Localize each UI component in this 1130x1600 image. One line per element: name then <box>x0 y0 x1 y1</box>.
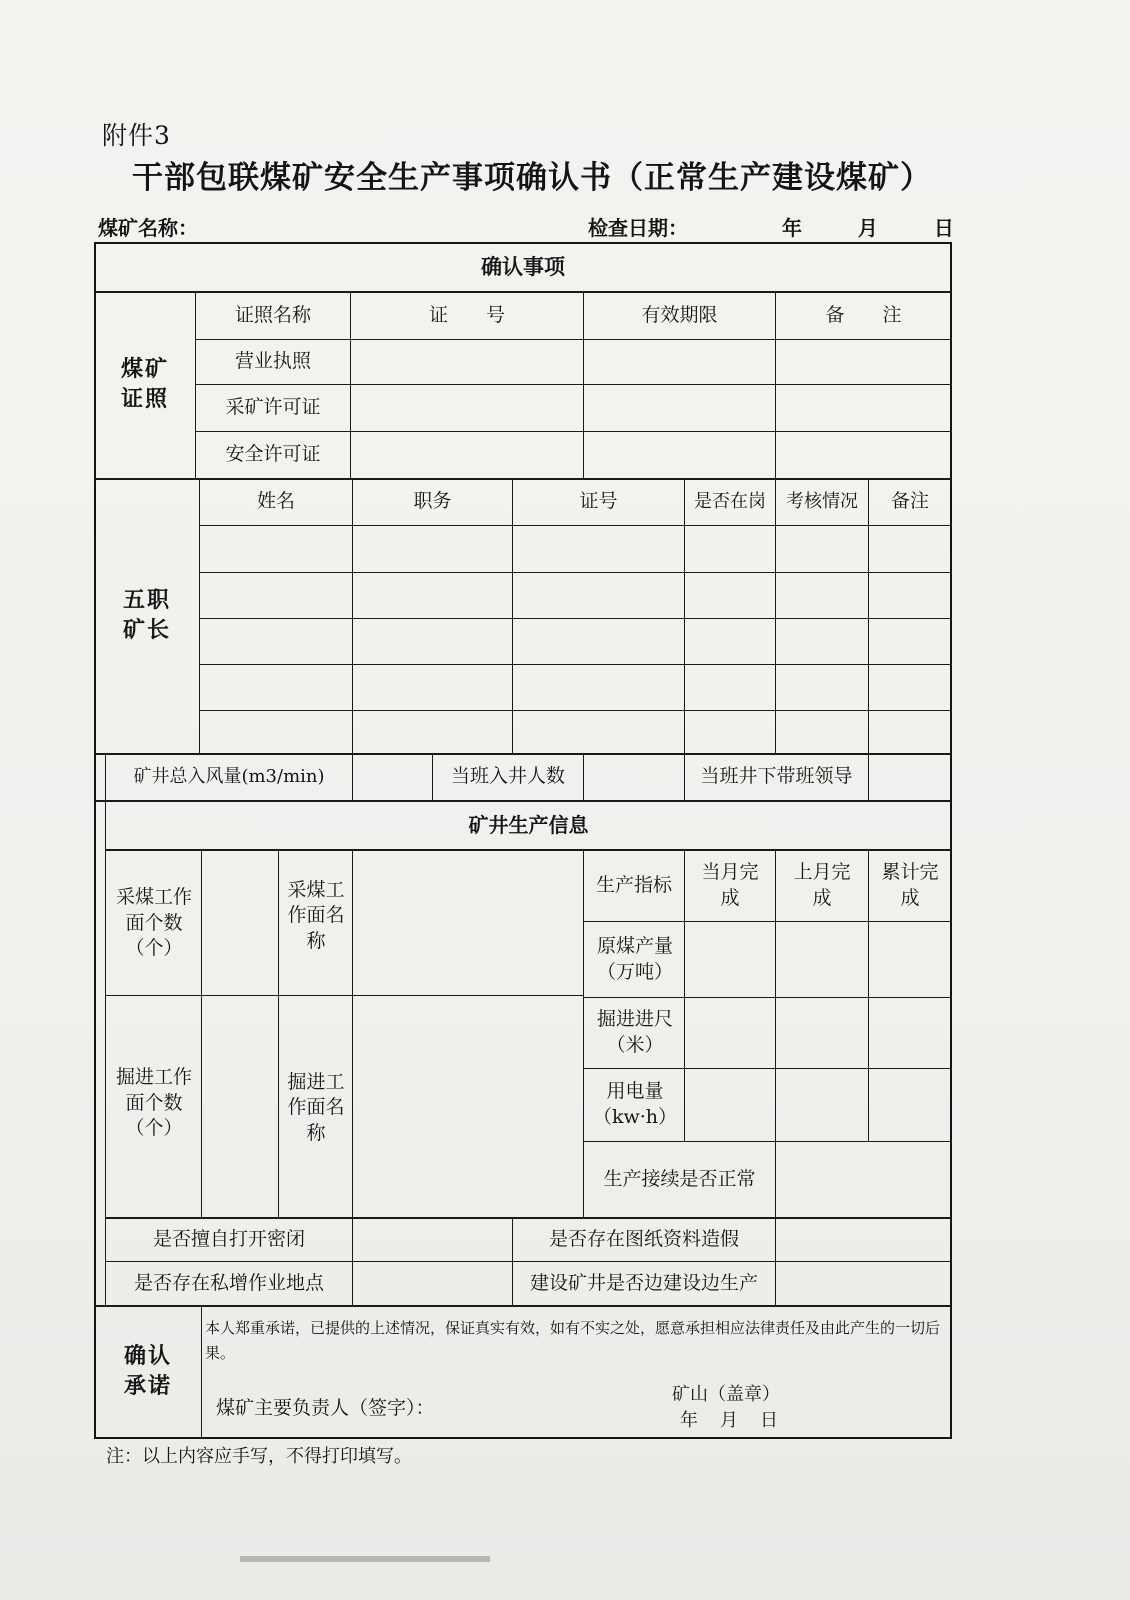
footer-note: 注：以上内容应手写，不得打印填写。 <box>106 1446 412 1467</box>
check-date <box>588 212 954 241</box>
date-year: 年 <box>781 216 802 240</box>
raw-coal-label: 原煤产量（万吨） <box>596 934 673 983</box>
air-volume-label: 矿井总入风量(m3/min) <box>133 765 325 787</box>
seal-date: 年 月 日 <box>680 1410 780 1431</box>
indicator-header: 生产指标 <box>595 873 672 896</box>
heading-face-count-label: 掘进工作面个数（个） <box>115 1066 192 1140</box>
fake-docs-check-label: 是否存在图纸资料造假 <box>548 1227 739 1250</box>
manager-header-onduty: 是否在岗 <box>694 490 766 512</box>
production-section-title: 矿井生产信息 <box>468 812 589 837</box>
col-cumulative: 累计完成 <box>881 860 939 909</box>
check-date-label: 检查日期： <box>588 216 688 240</box>
manager-header-position: 职务 <box>413 490 452 513</box>
col-last-month: 上月完成 <box>793 860 851 909</box>
private-sites-check-label: 是否存在私增作业地点 <box>133 1271 324 1294</box>
manager-header-assessment: 考核情况 <box>786 490 858 512</box>
coal-face-count-label: 采煤工作面个数（个） <box>115 886 192 960</box>
commitment-text: 本人郑重承诺，已提供的上述情况，保证真实有效，如有不实之处，愿意承担相应法律责任及由此产生的一切后果。 <box>205 1319 941 1362</box>
license-header-remarks: 备 注 <box>825 303 902 326</box>
mine-name-label: 煤矿名称： <box>98 216 198 240</box>
manager-header-name: 姓名 <box>256 490 295 513</box>
shift-leader-label: 当班井下带班领导 <box>700 765 853 788</box>
licenses-side-label: 煤矿 证照 <box>120 357 169 412</box>
date-day: 日 <box>933 216 954 240</box>
continuity-label: 生产接续是否正常 <box>603 1167 756 1190</box>
license-row-mining: 采矿许可证 <box>225 396 321 419</box>
power-label: 用电量（kw·h） <box>592 1080 678 1128</box>
license-row-business: 营业执照 <box>234 350 311 373</box>
build-produce-check-label: 建设矿井是否边建设边生产 <box>529 1271 758 1294</box>
license-header-number: 证 号 <box>428 303 505 326</box>
scan-smudge <box>240 1556 490 1562</box>
attachment-label: 附件3 <box>102 121 171 150</box>
coal-face-name-label: 采煤工作面名称 <box>287 878 345 952</box>
signer-label: 煤矿主要负责人（签字）： <box>216 1397 435 1419</box>
people-count-label: 当班入井人数 <box>450 765 565 788</box>
manager-header-remarks: 备注 <box>890 490 929 513</box>
col-current-month: 当月完成 <box>701 860 759 909</box>
managers-side-label: 五职 矿长 <box>122 588 171 643</box>
document-title: 干部包联煤矿安全生产事项确认书（正常生产建设煤矿） <box>132 160 932 196</box>
tunneling-label: 掘进进尺（米） <box>596 1008 673 1056</box>
license-row-safety: 安全许可证 <box>225 443 321 466</box>
license-header-validity: 有效期限 <box>641 303 718 326</box>
date-month: 月 <box>857 216 878 240</box>
heading-face-name-label: 掘进工作面名称 <box>287 1070 345 1144</box>
unseal-check-label: 是否擅自打开密闭 <box>152 1227 305 1250</box>
commitment-side-label: 确认 承诺 <box>123 1344 172 1399</box>
seal-label: 矿山（盖章） <box>672 1384 780 1405</box>
manager-header-cert: 证号 <box>579 490 618 513</box>
confirm-section-title: 确认事项 <box>481 255 565 280</box>
license-header-name: 证照名称 <box>234 303 311 326</box>
